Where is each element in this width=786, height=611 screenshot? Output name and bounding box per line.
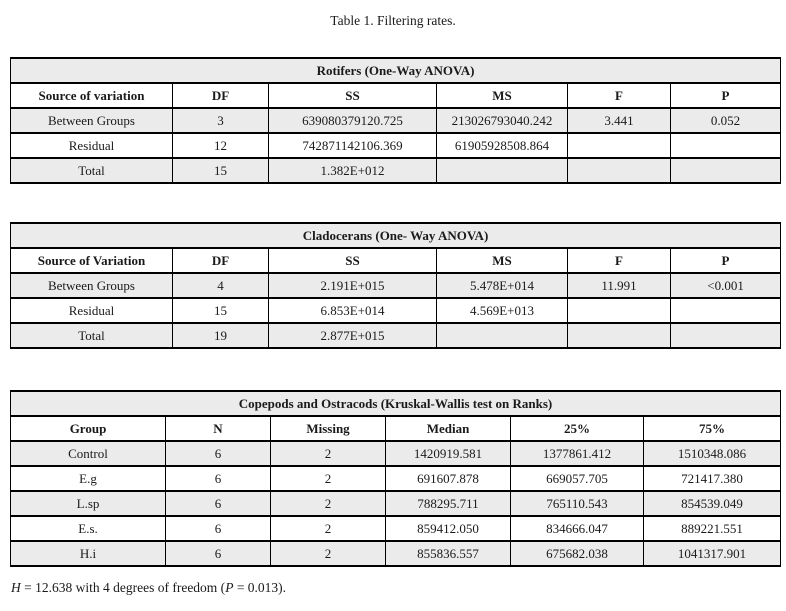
table-row — [11, 273, 781, 298]
table-title: Rotifers (One-Way ANOVA) — [11, 58, 781, 83]
cell: 4.569E+013 — [437, 298, 568, 323]
cell — [568, 323, 671, 348]
column-header: Source of variation — [11, 83, 173, 108]
cell: 2 — [271, 441, 386, 466]
column-header: F — [568, 248, 671, 273]
cell: Residual — [11, 298, 173, 323]
table-title: Copepods and Ostracods (Kruskal-Wallis test on Ranks) — [11, 391, 781, 416]
cell: 2 — [271, 541, 386, 566]
cell: 2.877E+015 — [269, 323, 437, 348]
cell: 5.478E+014 — [437, 273, 568, 298]
table-row — [11, 541, 781, 566]
footnote-end: = 0.013). — [233, 580, 287, 595]
cell: 889221.551 — [644, 516, 781, 541]
cell — [437, 158, 568, 183]
cell: 15 — [173, 158, 269, 183]
cell: 691607.878 — [386, 466, 511, 491]
cell: E.g — [11, 466, 166, 491]
column-header: P — [671, 248, 781, 273]
cell: 4 — [173, 273, 269, 298]
cell: Control — [11, 441, 166, 466]
cell: Total — [11, 158, 173, 183]
cell: 2 — [271, 466, 386, 491]
column-header: DF — [173, 83, 269, 108]
cell: 6 — [166, 441, 271, 466]
cell — [671, 298, 781, 323]
cell — [671, 133, 781, 158]
cell: 6 — [166, 541, 271, 566]
cell: 1041317.901 — [644, 541, 781, 566]
cell: 2.191E+015 — [269, 273, 437, 298]
column-header: SS — [269, 83, 437, 108]
table-title: Cladocerans (One- Way ANOVA) — [11, 223, 781, 248]
cell — [568, 133, 671, 158]
column-header: Source of Variation — [11, 248, 173, 273]
cell: 12 — [173, 133, 269, 158]
cell — [568, 298, 671, 323]
cell: 6 — [166, 491, 271, 516]
table-row — [11, 516, 781, 541]
cell: 721417.380 — [644, 466, 781, 491]
cell: 1420919.581 — [386, 441, 511, 466]
cell: 15 — [173, 298, 269, 323]
cell: 765110.543 — [511, 491, 644, 516]
cell — [671, 323, 781, 348]
cell: 639080379120.725 — [269, 108, 437, 133]
cell: 742871142106.369 — [269, 133, 437, 158]
cell: 11.991 — [568, 273, 671, 298]
cell: 675682.038 — [511, 541, 644, 566]
cell: 6 — [166, 516, 271, 541]
cell: 3 — [173, 108, 269, 133]
cell: 669057.705 — [511, 466, 644, 491]
column-header: DF — [173, 248, 269, 273]
table-row — [11, 466, 781, 491]
cell: 855836.557 — [386, 541, 511, 566]
cell: 854539.049 — [644, 491, 781, 516]
cell: 859412.050 — [386, 516, 511, 541]
p-value-symbol: P — [225, 580, 234, 595]
cell: 834666.047 — [511, 516, 644, 541]
table-row — [11, 108, 781, 133]
cell: Residual — [11, 133, 173, 158]
h-statistic-symbol: H — [11, 580, 21, 595]
table-row — [11, 323, 781, 348]
copepods-ostracods-table — [10, 390, 781, 567]
table-row — [11, 133, 781, 158]
table-row — [11, 158, 781, 183]
cell: 61905928508.864 — [437, 133, 568, 158]
cell: 3.441 — [568, 108, 671, 133]
column-header: MS — [437, 83, 568, 108]
cell: 1.382E+012 — [269, 158, 437, 183]
rotifers-anova-table — [10, 57, 781, 184]
cell: 6.853E+014 — [269, 298, 437, 323]
cell: 2 — [271, 491, 386, 516]
table-row — [11, 441, 781, 466]
table-caption: Table 1. Filtering rates. — [330, 13, 456, 28]
cell: <0.001 — [671, 273, 781, 298]
cell: 788295.711 — [386, 491, 511, 516]
column-header: 75% — [644, 416, 781, 441]
column-header: Median — [386, 416, 511, 441]
cell: H.i — [11, 541, 166, 566]
column-header: Missing — [271, 416, 386, 441]
cell: E.s. — [11, 516, 166, 541]
cell: 19 — [173, 323, 269, 348]
cell: Total — [11, 323, 173, 348]
table-row — [11, 491, 781, 516]
column-header: MS — [437, 248, 568, 273]
footnote-text: = 12.638 with 4 degrees of freedom ( — [20, 580, 226, 595]
cell: L.sp — [11, 491, 166, 516]
cell: Between Groups — [11, 108, 173, 133]
cell: 213026793040.242 — [437, 108, 568, 133]
column-header: 25% — [511, 416, 644, 441]
cladocerans-anova-table — [10, 222, 781, 349]
cell: 6 — [166, 466, 271, 491]
column-header: Group — [11, 416, 166, 441]
cell — [671, 158, 781, 183]
cell — [437, 323, 568, 348]
cell — [568, 158, 671, 183]
cell: Between Groups — [11, 273, 173, 298]
footnote — [11, 580, 286, 596]
cell: 2 — [271, 516, 386, 541]
column-header: SS — [269, 248, 437, 273]
cell: 0.052 — [671, 108, 781, 133]
cell: 1377861.412 — [511, 441, 644, 466]
column-header: P — [671, 83, 781, 108]
cell: 1510348.086 — [644, 441, 781, 466]
column-header: N — [166, 416, 271, 441]
column-header: F — [568, 83, 671, 108]
table-row — [11, 298, 781, 323]
